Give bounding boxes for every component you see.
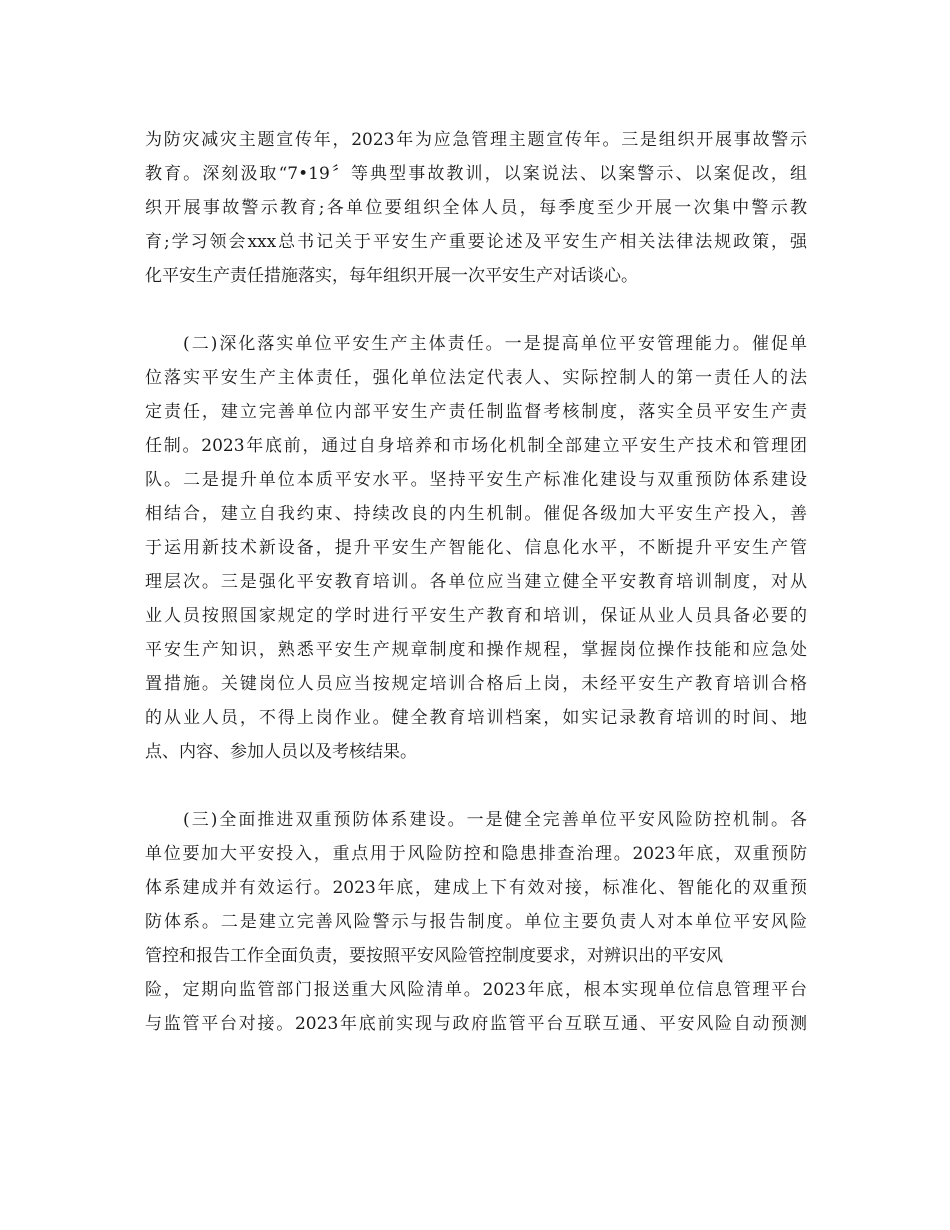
- text-line: 织开展事故警示教育;各单位要组织全体人员，每季度至少开展一次集中警示教: [145, 198, 807, 218]
- text-line: 体系建成并有效运行。2023年底，建成上下有效对接，标准化、智能化的双重预: [145, 878, 807, 898]
- text-line: 理层次。三是强化平安教育培训。各单位应当建立健全平安教育培训制度，对从: [145, 572, 807, 592]
- text-line: 点、内容、参加人员以及考核结果。: [145, 742, 417, 762]
- paragraph-2: [145, 327, 807, 769]
- text-line: (三)全面推进双重预防体系建设。一是健全完善单位平安风险防控机制。各: [145, 810, 807, 830]
- text-line: 置措施。关键岗位人员应当按规定培训合格后上岗，未经平安生产教育培训合格: [145, 674, 807, 694]
- text-line: 业人员按照国家规定的学时进行平安生产教育和培训，保证从业人员具备必要的: [145, 606, 807, 626]
- text-line: 于运用新技术新设备，提升平安生产智能化、信息化水平，不断提升平安生产管: [145, 538, 807, 558]
- text-line: 育;学习领会xxx总书记关于平安生产重要论述及平安生产相关法律法规政策，强: [145, 232, 807, 252]
- text-line: 相结合，建立自我约束、持续改良的内生机制。催促各级加大平安生产投入，善: [145, 504, 807, 524]
- text-line: 为防灾减灾主题宣传年，2023年为应急管理主题宣传年。三是组织开展事故警示: [145, 130, 807, 150]
- text-line: 化平安生产责任措施落实，每年组织开展一次平安生产对话谈心。: [145, 266, 638, 286]
- text-line: 位落实平安生产主体责任，强化单位法定代表人、实际控制人的第一责任人的法: [145, 368, 807, 388]
- text-line: 单位要加大平安投入，重点用于风险防控和隐患排查治理。2023年底，双重预防: [145, 844, 807, 864]
- text-line: 险，定期向监管部门报送重大风险清单。2023年底，根本实现单位信息管理平台: [145, 980, 807, 1000]
- text-line: 任制。2023年底前，通过自身培养和市场化机制全部建立平安生产技术和管理团: [145, 436, 807, 456]
- text-line: 队。二是提升单位本质平安水平。坚持平安生产标准化建设与双重预防体系建设: [145, 470, 807, 490]
- text-line: 平安生产知识，熟悉平安生产规章制度和操作规程，掌握岗位操作技能和应急处: [145, 640, 807, 660]
- text-line: (二)深化落实单位平安生产主体责任。一是提高单位平安管理能力。催促单: [145, 334, 807, 354]
- text-line: 定责任，建立完善单位内部平安生产责任制监督考核制度，落实全员平安生产责: [145, 402, 807, 422]
- text-line: 的从业人员，不得上岗作业。健全教育培训档案，如实记录教育培训的时间、地: [145, 708, 807, 728]
- paragraph-1: [145, 123, 807, 293]
- text-line: 教育。深刻汲取“7•19〞等典型事故教训，以案说法、以案警示、以案促改，组: [145, 164, 807, 184]
- text-line: 与监管平台对接。2023年底前实现与政府监管平台互联互通、平安风险自动预测: [145, 1014, 807, 1034]
- text-line: 管控和报告工作全面负责，要按照平安风险管控制度要求，对辨识出的平安风: [145, 946, 723, 966]
- text-line: 防体系。二是建立完善风险警示与报告制度。单位主要负责人对本单位平安风险: [145, 912, 807, 932]
- document-body: [145, 123, 807, 1041]
- paragraph-3: [145, 803, 807, 1041]
